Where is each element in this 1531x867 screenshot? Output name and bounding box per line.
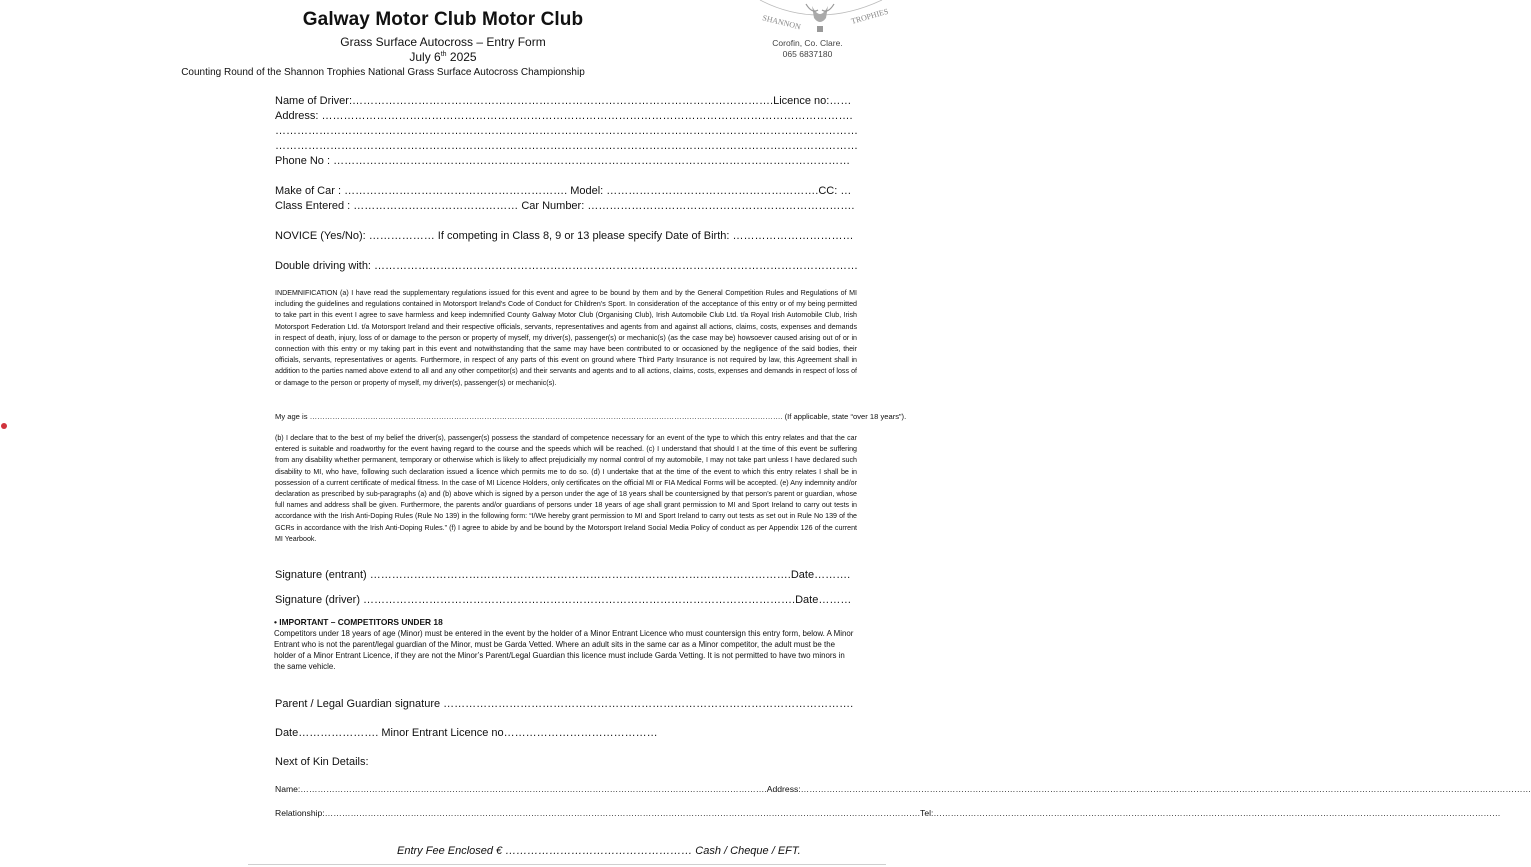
page-title: Galway Motor Club Motor Club [302,9,584,30]
class-carnumber-field[interactable]: Class Entered : ……………………………………… Car Number: ………………………………………………………………. [275,200,855,212]
address-field-2[interactable]: …………………………………………………………………………………………………………………………………………… [275,125,858,137]
car-make-model-cc-field[interactable]: Make of Car : ……………………………………………………. Model: ………………………………………………….CC: … [275,185,852,197]
svg-text:TROPHIES: TROPHIES [850,6,890,26]
novice-dob-field[interactable]: NOVICE (Yes/No): ……………… If competing in Class 8, 9 or 13 please specify Date of Birth: …………………………… [275,230,854,242]
important-body: Competitors under 18 years of age (Minor) must be entered in the event by the holder of a Minor Entrant Licence who must countersign this entry form, below. A Minor Entrant who is not the parent/legal guardian of the Minor, must be Garda Vetted. Where an adult sits in the same car as a Minor competitor, the adult must be the holder of a Minor Entrant Licence, if they are not the Minor’s Parent/Legal Guardian this licence must include Garda Vetting. It is not permitted to have two minors in the same vehicle. [274,629,854,671]
form-subtitle: Grass Surface Autocross – Entry Form [340,35,546,49]
driver-signature-field[interactable]: Signature (driver) ……………………………………………………………………………………………………….Date……… [275,594,852,606]
entry-fee-field[interactable]: Entry Fee Enclosed € …………………………………………… Cash / Cheque / EFT. [397,845,801,857]
entrant-signature-field[interactable]: Signature (entrant) …………………………………………………………………………………………………….Date………. [275,569,851,581]
declaration-paragraph: (b) I declare that to the best of my belief the driver(s), passenger(s) possess the standard of competence necessary for an event of the type to which this entry relates and that the car entered is suitable and roadworthy for the event having regard to the course and the speeds which will be reached. (c) I understand that should I at the time of this event be suffering from any disability whether permanent, temporary or otherwise which is likely to affect prejudicially my normal control of my automobile, I may not take part unless I have declared such disability to MI, who have, following such declaration issued a licence which permits me to do so. (d) I undertake that at the time of the event to which this entry relates I shall be in possession of a current certificate of medical fitness. In the case of MI Licence Holders, only certificates on the official MI or FIA Medical Forms will be accepted. (e) Any indemnity and/or declaration as prescribed by sub-paragraphs (a) and (b) above which is signed by a person under the age of 18 years shall be countersigned by that person’s parent or guardian, whose full names and address shall be given. Furthermore, the parents and/or guardians of persons under 18 years of age shall grant permission to MI and Sport Ireland to carry out tests in accordance with the Irish Anti-Doping Rules (Rule No 139) in the following form: “I/We hereby grant permission to MI and Sport Ireland to carry out tests as set out in Rule No 139 of the GCRs in accordance with the Irish Anti-Doping Rules.” (f) I agree to abide by and be bound by the Motorsport Ireland Social Media Policy of conduct as per Appendix 126 of the current MI Yearbook. [275,434,857,543]
event-date-day: July 6 [409,50,441,64]
address-field-1[interactable]: Address: ………………………………………………………………………………………………………………………………. [275,110,853,122]
guardian-date-licence-field[interactable]: Date…………………. Minor Entrant Licence no…………………………………… [275,727,658,739]
indemnification-paragraph: INDEMNIFICATION (a) I have read the supplementary regulations issued for this event and agree to be bound by them and by the General Competition Rules and Regulations of MI including the guidelines and regulations contained in Motorsport Ireland’s Code of Conduct for Children’s Sport. In consideration of the acceptance of this entry or of my being permitted to take part in this event I agree to save harmless and keep indemnified County Galway Motor Club (Organising Club), Irish Automobile Club Ltd. t/a Royal Irish Automobile Club, Irish Motorsport Federation Ltd. t/a Motorsport Ireland and their respective officials, servants, representatives and agents from and against all actions, claims, costs, expenses and demands in respect of death, injury, loss of or damage to the person or property of myself, my driver(s), passenger(s) or mechanic(s) (as the case may be) howsoever caused arising out of or in connection with this entry or my taking part in this event and notwithstanding that the same may have been contributed to or occasioned by the negligence of the said bodies, their officials, servants, representatives or agents. Furthermore, in respect of any parts of this event on ground where Third Party Insurance is not required by law, this Agreement shall in addition to the parties named above extend to all and any other competitor(s) and their servants and agents and to all actions, claims, costs, expenses and demands in respect of loss of or damage to the person or property of myself, my driver(s), passenger(s) or mechanic(s). [275,289,857,387]
event-date-year: 2025 [446,50,477,64]
age-field[interactable]: My age is ……………………………………………………………………………………………………………………………………………………………………. (If applicable, state “over 18 years”). [275,412,907,421]
event-date [0,50,886,64]
phone-field[interactable]: Phone No : …………………………………………………………………………………………………………………………… [275,155,851,167]
event-date-suffix: th [440,51,447,58]
svg-text:SHANNON: SHANNON [761,13,802,32]
next-of-kin-name-address-field[interactable]: Name:……………………………………………………………………………………………………………………………………………….Address:………………………………………………………………………………………………………………………………………………………………………………………………………………………………… [275,784,1531,794]
club-address: Corofin, Co. Clare. [772,38,843,48]
next-of-kin-relationship-tel-field[interactable]: Relationship:……………………………………………………………………………………………………………………………………………………………………………………….Tel:……………………………………………………………………………………………………………………………………………………………………………… [275,808,1501,818]
important-heading: • IMPORTANT – COMPETITORS UNDER 18 [274,617,443,627]
next-of-kin-heading: Next of Kin Details: [275,756,369,768]
driver-name-licence-field[interactable]: Name of Driver:…………………………………………………………………………………………………….Licence no:…… [275,95,852,107]
shannon-trophies-logo [756,0,890,36]
address-field-3[interactable]: …………………………………………………………………………………………………………………………………………… [275,140,858,152]
guardian-signature-field[interactable]: Parent / Legal Guardian signature …………………………………………………………………………………………………. [275,698,854,710]
counting-round: Counting Round of the Shannon Trophies National Grass Surface Autocross Championship [181,67,585,78]
double-driving-field[interactable]: Double driving with: …………………………………………………………………………………………………………………… [275,260,859,272]
bottom-divider [248,864,886,865]
margin-dot [1,423,7,429]
club-phone: 065 6837180 [782,49,833,59]
